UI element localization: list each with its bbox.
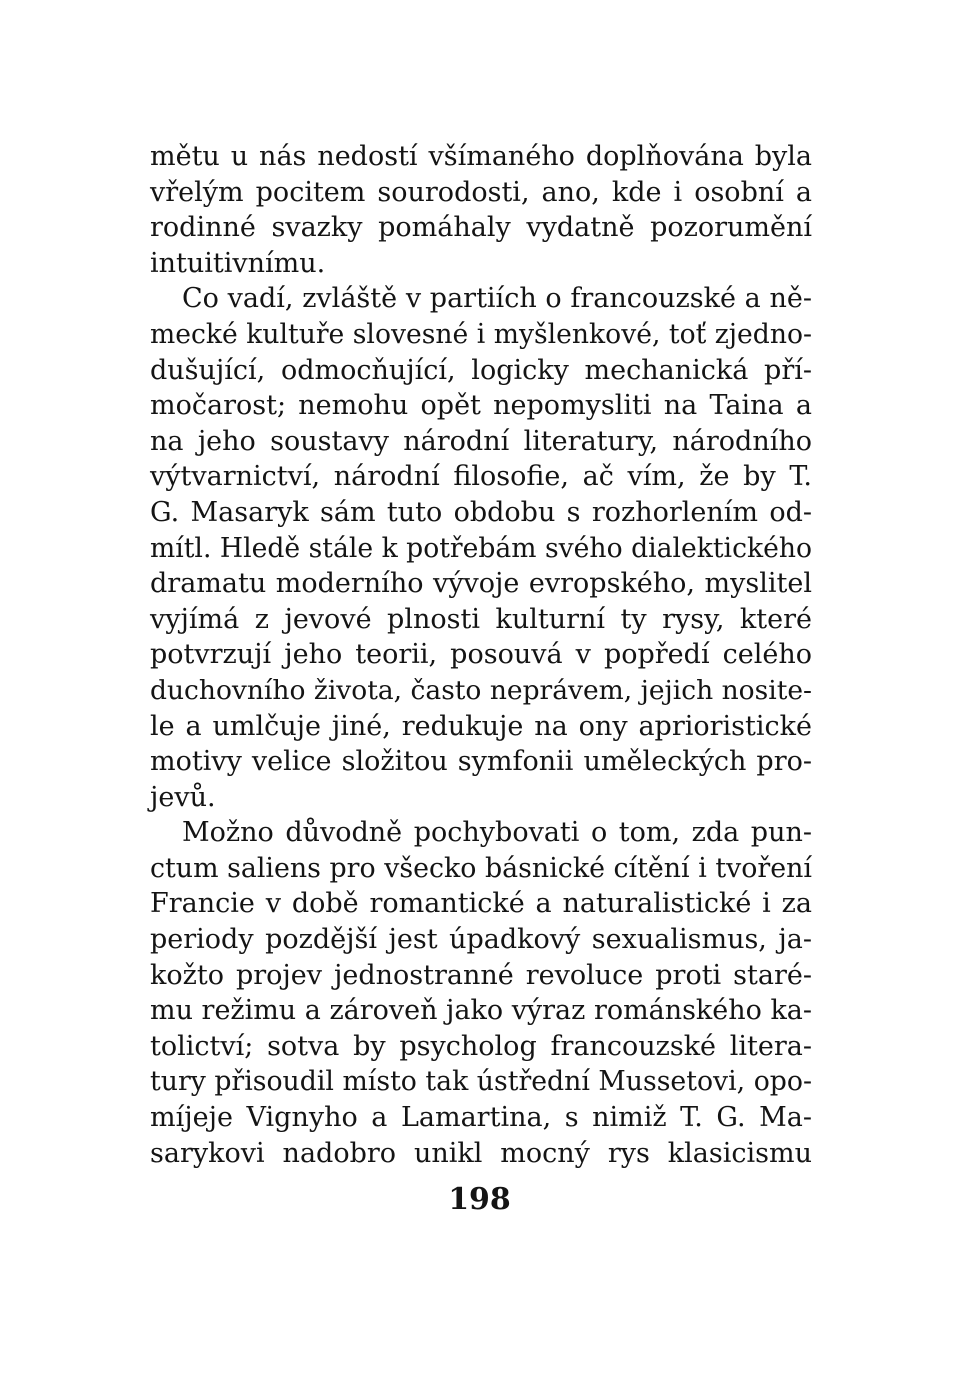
- text-line: mecké kultuře slovesné i myšlenkové, toť zjedno-: [150, 318, 812, 350]
- text-line: mětu u nás nedostí všímaného doplňována byla: [150, 141, 812, 172]
- text-line: kožto projev jednostranné revoluce proti staré-: [150, 959, 812, 991]
- text-line: sarykovi nadobro unikl mocný rys klasicismu: [150, 1137, 812, 1169]
- body-text: [150, 139, 812, 1171]
- text-line: rodinné svazky pomáhaly vydatně pozorumění: [150, 212, 812, 244]
- text-line: periody pozdější jest úpadkový sexualismus, ja-: [150, 924, 812, 956]
- text-line: tury přisoudil místo tak ústřední Mussetovi, opo-: [150, 1066, 812, 1098]
- text-line: močarost; nemohu opět nepomysliti na Taina a: [150, 390, 812, 422]
- text-line: ctum saliens pro všecko básnické cítění i tvoření: [150, 852, 812, 884]
- text-line: Možno důvodně pochybovati o tom, zda pun-: [182, 817, 812, 849]
- text-line: míjeje Vignyho a Lamartina, s nimiž T. G. Ma-: [150, 1102, 812, 1134]
- page-number: 198: [448, 1182, 511, 1217]
- text-line: mítl. Hledě stále k potřebám svého dialektického: [150, 532, 812, 564]
- text-line: výtvarnictví, národní filosofie, ač vím, že by T.: [150, 461, 812, 493]
- text-line: Co vadí, zvláště v partiích o francouzské a ně-: [182, 283, 812, 315]
- text-line: G. Masaryk sám tuto obdobu s rozhorlením od-: [150, 496, 812, 528]
- text-line: vřelým pocitem sourodosti, ano, kde i osobní a: [150, 176, 812, 208]
- text-line: potvrzují jeho teorii, posouvá v popředí celého: [150, 639, 812, 671]
- text-line: na jeho soustavy národní literatury, národního: [150, 425, 812, 457]
- text-line: vyjímá z jevové plnosti kulturní ty rysy, které: [150, 603, 812, 635]
- text-line: mu režimu a zároveň jako výraz románského ka-: [150, 995, 812, 1027]
- text-line: le a umlčuje jiné, redukuje na ony aprioristické: [150, 710, 812, 742]
- text-line: motivy velice složitou symfonii uměleckých pro-: [150, 746, 812, 778]
- text-line: Francie v době romantické a naturalistické i za: [150, 888, 812, 920]
- text-line: tolictví; sotva by psycholog francouzské litera-: [150, 1030, 812, 1062]
- text-line: jevů.: [150, 781, 216, 813]
- text-line: dramatu moderního vývoje evropského, myslitel: [150, 568, 812, 600]
- text-line: dušující, odmocňující, logicky mechanická pří-: [150, 354, 812, 386]
- text-line: duchovního života, často neprávem, jejich nosite-: [150, 674, 812, 706]
- text-line: intuitivnímu.: [150, 247, 326, 279]
